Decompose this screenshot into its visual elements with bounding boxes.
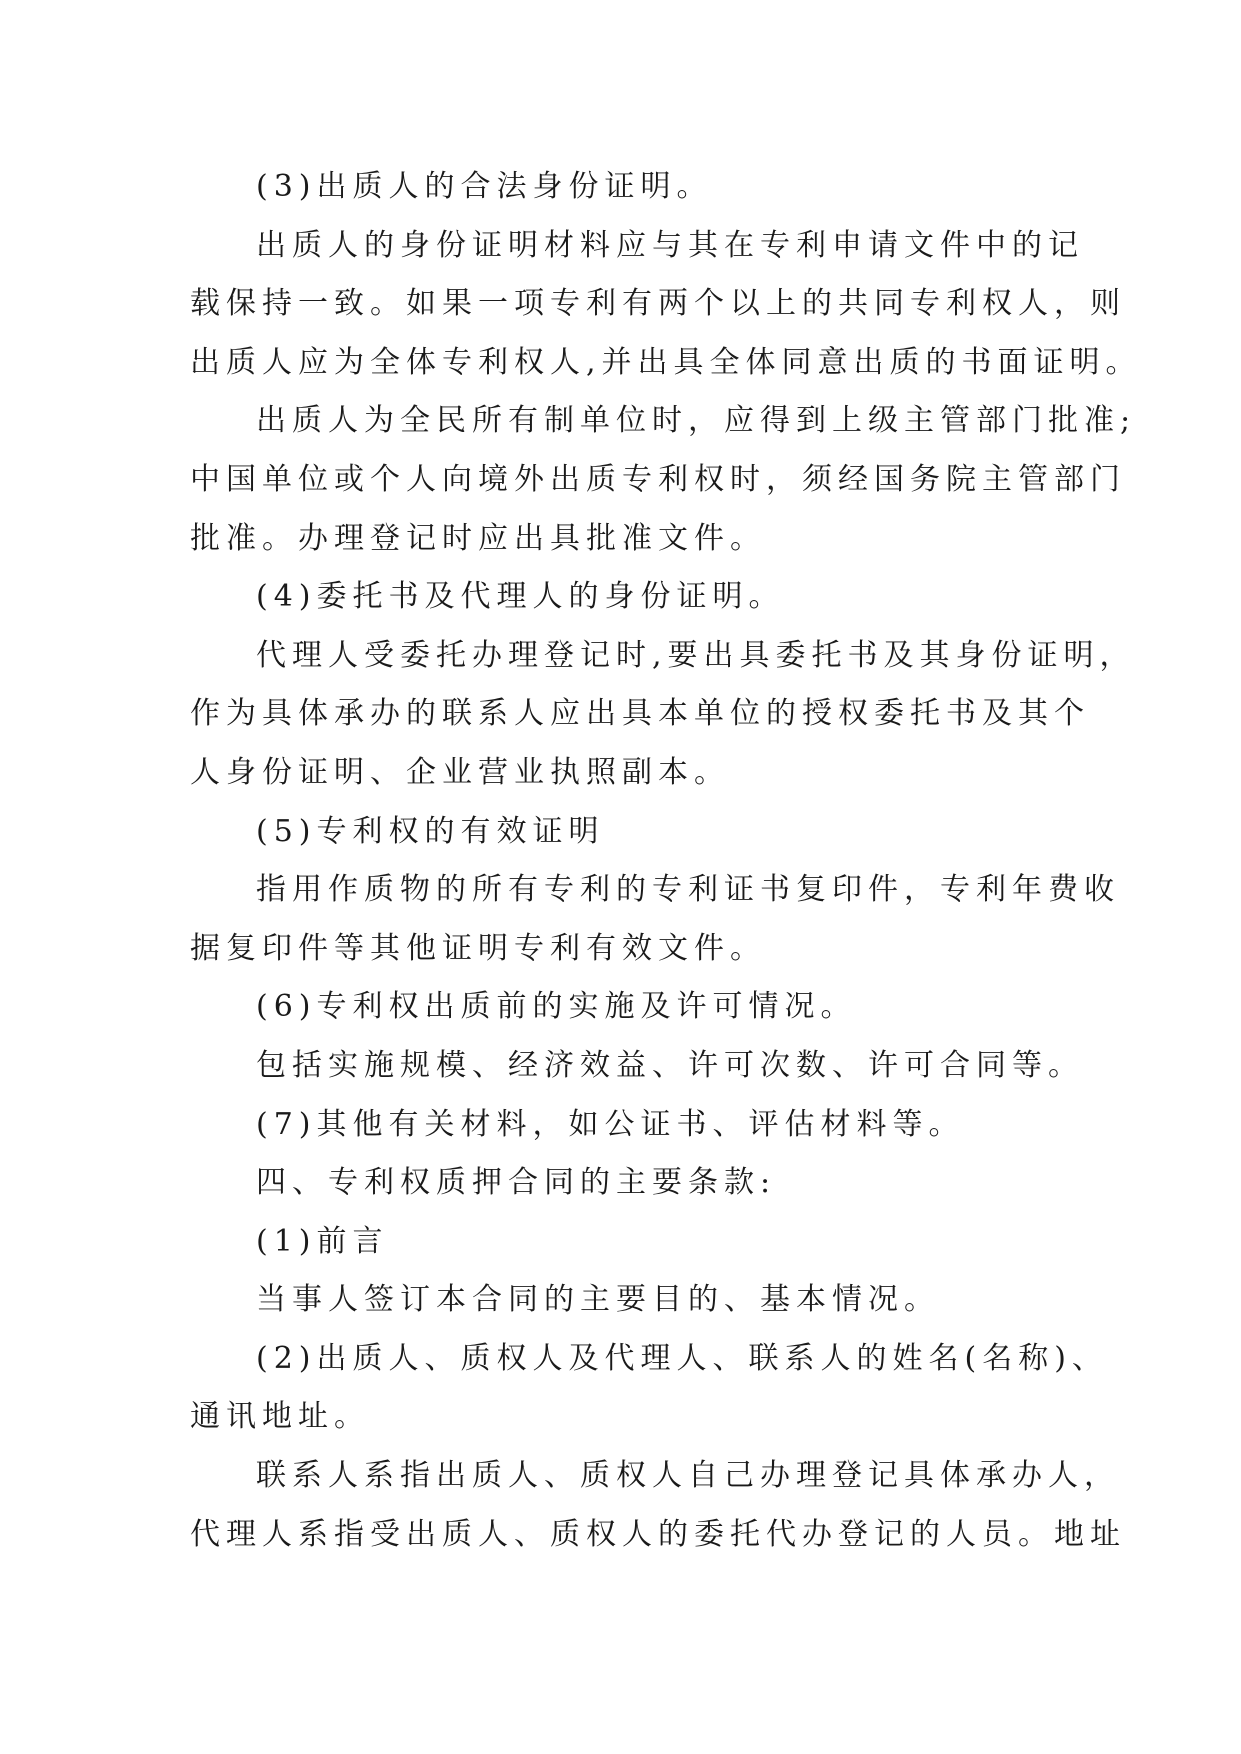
text-line: (2)出质人、质权人及代理人、联系人的姓名(名称)、	[256, 1340, 1108, 1376]
text-line: 代理人受委托办理登记时,要出具委托书及其身份证明，	[256, 637, 1136, 673]
text-line: 指用作质物的所有专利的专利证书复印件，专利年费收	[256, 872, 1120, 908]
text-line: 包括实施规模、经济效益、许可次数、许可合同等。	[256, 1047, 1084, 1083]
text-line: (5)专利权的有效证明	[256, 813, 605, 849]
text-line: (4)委托书及代理人的身份证明。	[256, 579, 785, 615]
text-line: 出质人的身份证明材料应与其在专利申请文件中的记	[256, 227, 1084, 263]
text-line: (1)前言	[256, 1223, 389, 1259]
text-line: 四、专利权质押合同的主要条款:	[256, 1165, 777, 1201]
document-body	[190, 158, 1142, 1564]
text-line: 据复印件等其他证明专利有效文件。	[190, 930, 766, 966]
text-line: 代理人系指受出质人、质权人的委托代办登记的人员。地址	[190, 1516, 1126, 1552]
text-line: 联系人系指出质人、质权人自己办理登记具体承办人，	[256, 1458, 1120, 1494]
text-line: 人身份证明、企业营业执照副本。	[190, 754, 730, 790]
text-line: 通讯地址。	[190, 1399, 370, 1435]
text-line: (6)专利权出质前的实施及许可情况。	[256, 989, 857, 1025]
text-line: 出质人为全民所有制单位时，应得到上级主管部门批准;	[256, 403, 1137, 439]
text-line: 中国单位或个人向境外出质专利权时，须经国务院主管部门	[190, 461, 1126, 497]
text-line: 当事人签订本合同的主要目的、基本情况。	[256, 1282, 940, 1318]
text-line: 载保持一致。如果一项专利有两个以上的共同专利权人，则	[190, 286, 1126, 322]
text-line: 批准。办理登记时应出具批准文件。	[190, 520, 766, 556]
text-line: 出质人应为全体专利权人,并出具全体同意出质的书面证明。	[190, 344, 1142, 380]
text-line: 作为具体承办的联系人应出具本单位的授权委托书及其个	[190, 696, 1090, 732]
text-line: (7)其他有关材料，如公证书、评估材料等。	[256, 1106, 965, 1142]
text-line: (3)出质人的合法身份证明。	[256, 169, 713, 204]
